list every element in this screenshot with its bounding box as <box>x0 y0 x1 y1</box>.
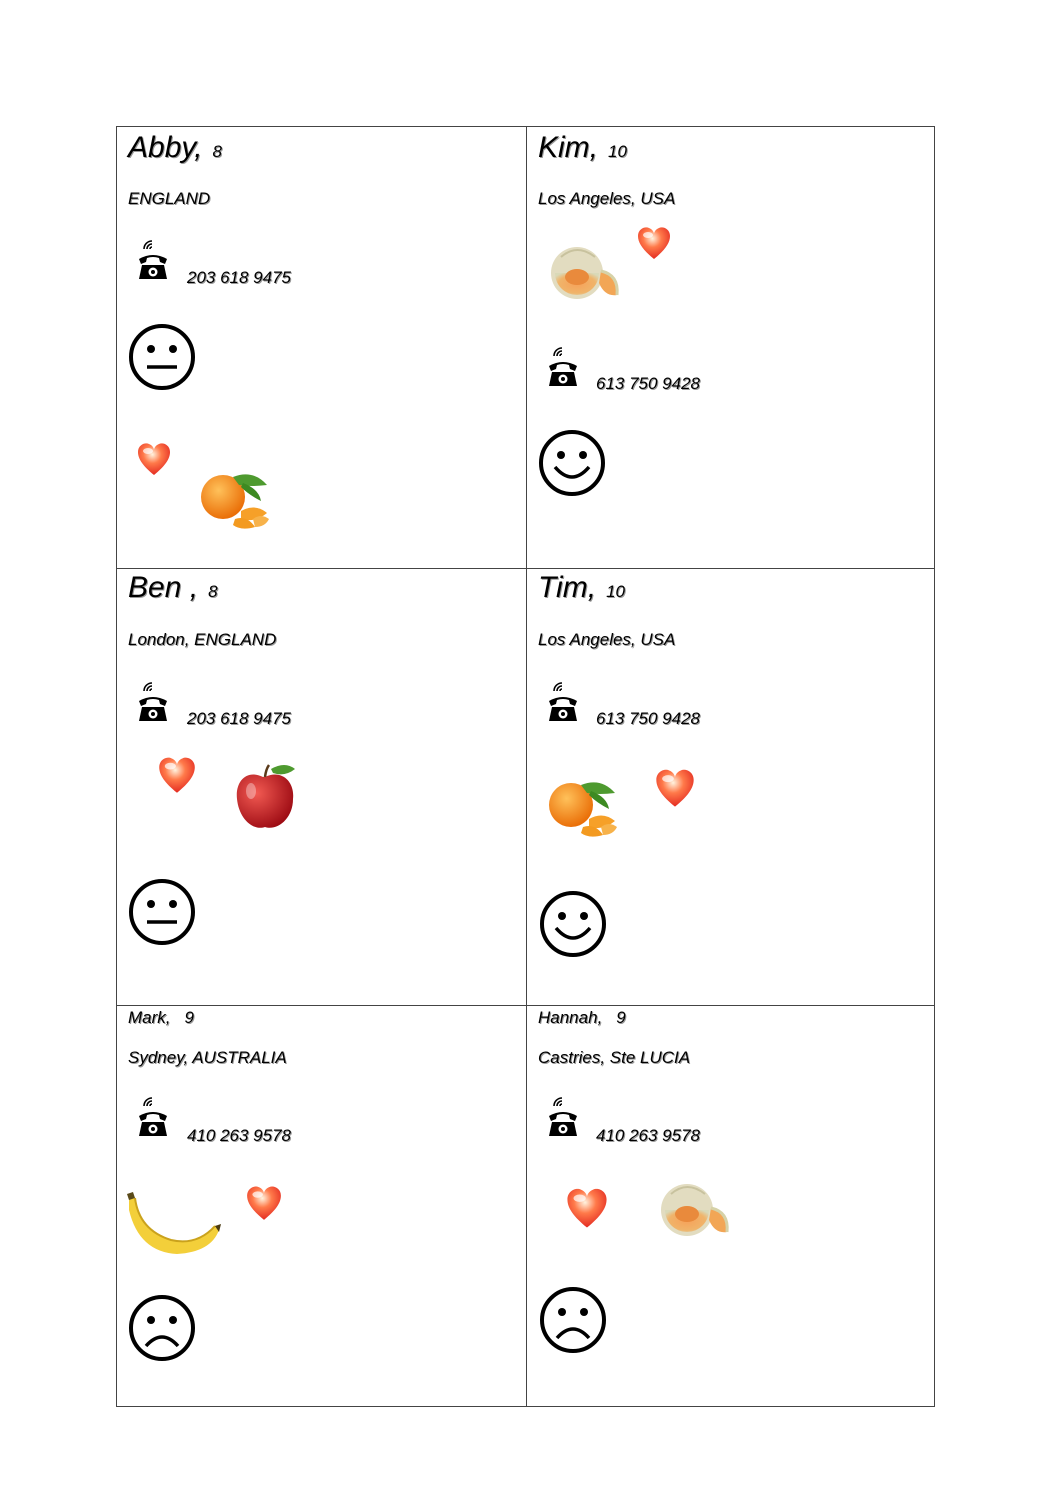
melon-fruit-image <box>653 1172 733 1242</box>
telephone-icon <box>546 344 580 388</box>
phone-number: 203 618 9475 <box>187 268 291 287</box>
card-name-line <box>128 131 222 165</box>
name-separator: , <box>194 131 203 164</box>
child-location: Los Angeles, USA <box>538 189 676 208</box>
card-name-line <box>128 571 218 605</box>
child-age: 9 <box>184 1008 194 1027</box>
child-age: 10 <box>606 582 625 601</box>
telephone-icon <box>546 679 580 723</box>
orange-fruit-image <box>543 775 623 839</box>
neutral-face-icon <box>128 878 196 946</box>
neutral-face-icon <box>128 323 196 391</box>
child-location: Los Angeles, USA <box>538 630 676 649</box>
child-name: Abby <box>128 131 195 164</box>
card-name-line <box>128 1008 194 1028</box>
contact-card-grid <box>116 126 935 1407</box>
happy-face-icon <box>538 429 606 497</box>
child-age: 8 <box>208 582 218 601</box>
contact-card-abby <box>117 127 526 568</box>
heart-icon <box>653 767 697 809</box>
apple-fruit-image <box>233 761 297 833</box>
banana-fruit-image <box>125 1190 221 1256</box>
card-name-line <box>538 1008 626 1028</box>
name-separator: , <box>589 131 599 164</box>
sad-face-icon <box>539 1286 607 1354</box>
child-name: Ben <box>128 571 182 604</box>
name-separator: , <box>597 1008 603 1027</box>
card-name-line <box>538 571 625 605</box>
child-location: London, ENGLAND <box>128 630 277 649</box>
contact-card-hannah <box>527 1006 935 1406</box>
name-separator: , <box>165 1008 171 1027</box>
child-location: Sydney, AUSTRALIA <box>128 1048 287 1067</box>
card-name-line <box>538 131 627 165</box>
child-name: Mark <box>128 1008 166 1027</box>
contact-card-tim <box>527 569 935 1005</box>
child-location: Castries, Ste LUCIA <box>538 1048 691 1067</box>
child-age: 8 <box>212 142 222 161</box>
heart-icon <box>155 755 199 795</box>
telephone-icon <box>136 1094 170 1138</box>
phone-number: 613 750 9428 <box>596 709 700 728</box>
phone-number: 410 263 9578 <box>187 1126 291 1145</box>
name-separator: , <box>587 571 597 604</box>
child-name: Hannah <box>538 1008 598 1027</box>
heart-icon <box>245 1184 283 1222</box>
melon-fruit-image <box>543 235 623 305</box>
heart-icon <box>137 441 171 477</box>
phone-number: 410 263 9578 <box>596 1126 700 1145</box>
phone-number: 613 750 9428 <box>596 374 700 393</box>
heart-icon <box>563 1186 611 1230</box>
name-separator: , <box>181 571 199 604</box>
child-name: Tim <box>538 571 588 604</box>
child-location: ENGLAND <box>128 189 211 208</box>
telephone-icon <box>546 1094 580 1138</box>
telephone-icon <box>136 679 170 723</box>
heart-icon <box>637 225 671 261</box>
orange-fruit-image <box>195 467 275 531</box>
child-age: 9 <box>616 1008 626 1027</box>
contact-card-ben <box>117 569 526 1005</box>
contact-card-kim <box>527 127 935 568</box>
telephone-icon <box>136 237 170 281</box>
happy-face-icon <box>539 890 607 958</box>
sad-face-icon <box>128 1294 196 1362</box>
contact-card-mark <box>117 1006 526 1406</box>
child-name: Kim <box>538 131 590 164</box>
phone-number: 203 618 9475 <box>187 709 291 728</box>
child-age: 10 <box>608 142 627 161</box>
